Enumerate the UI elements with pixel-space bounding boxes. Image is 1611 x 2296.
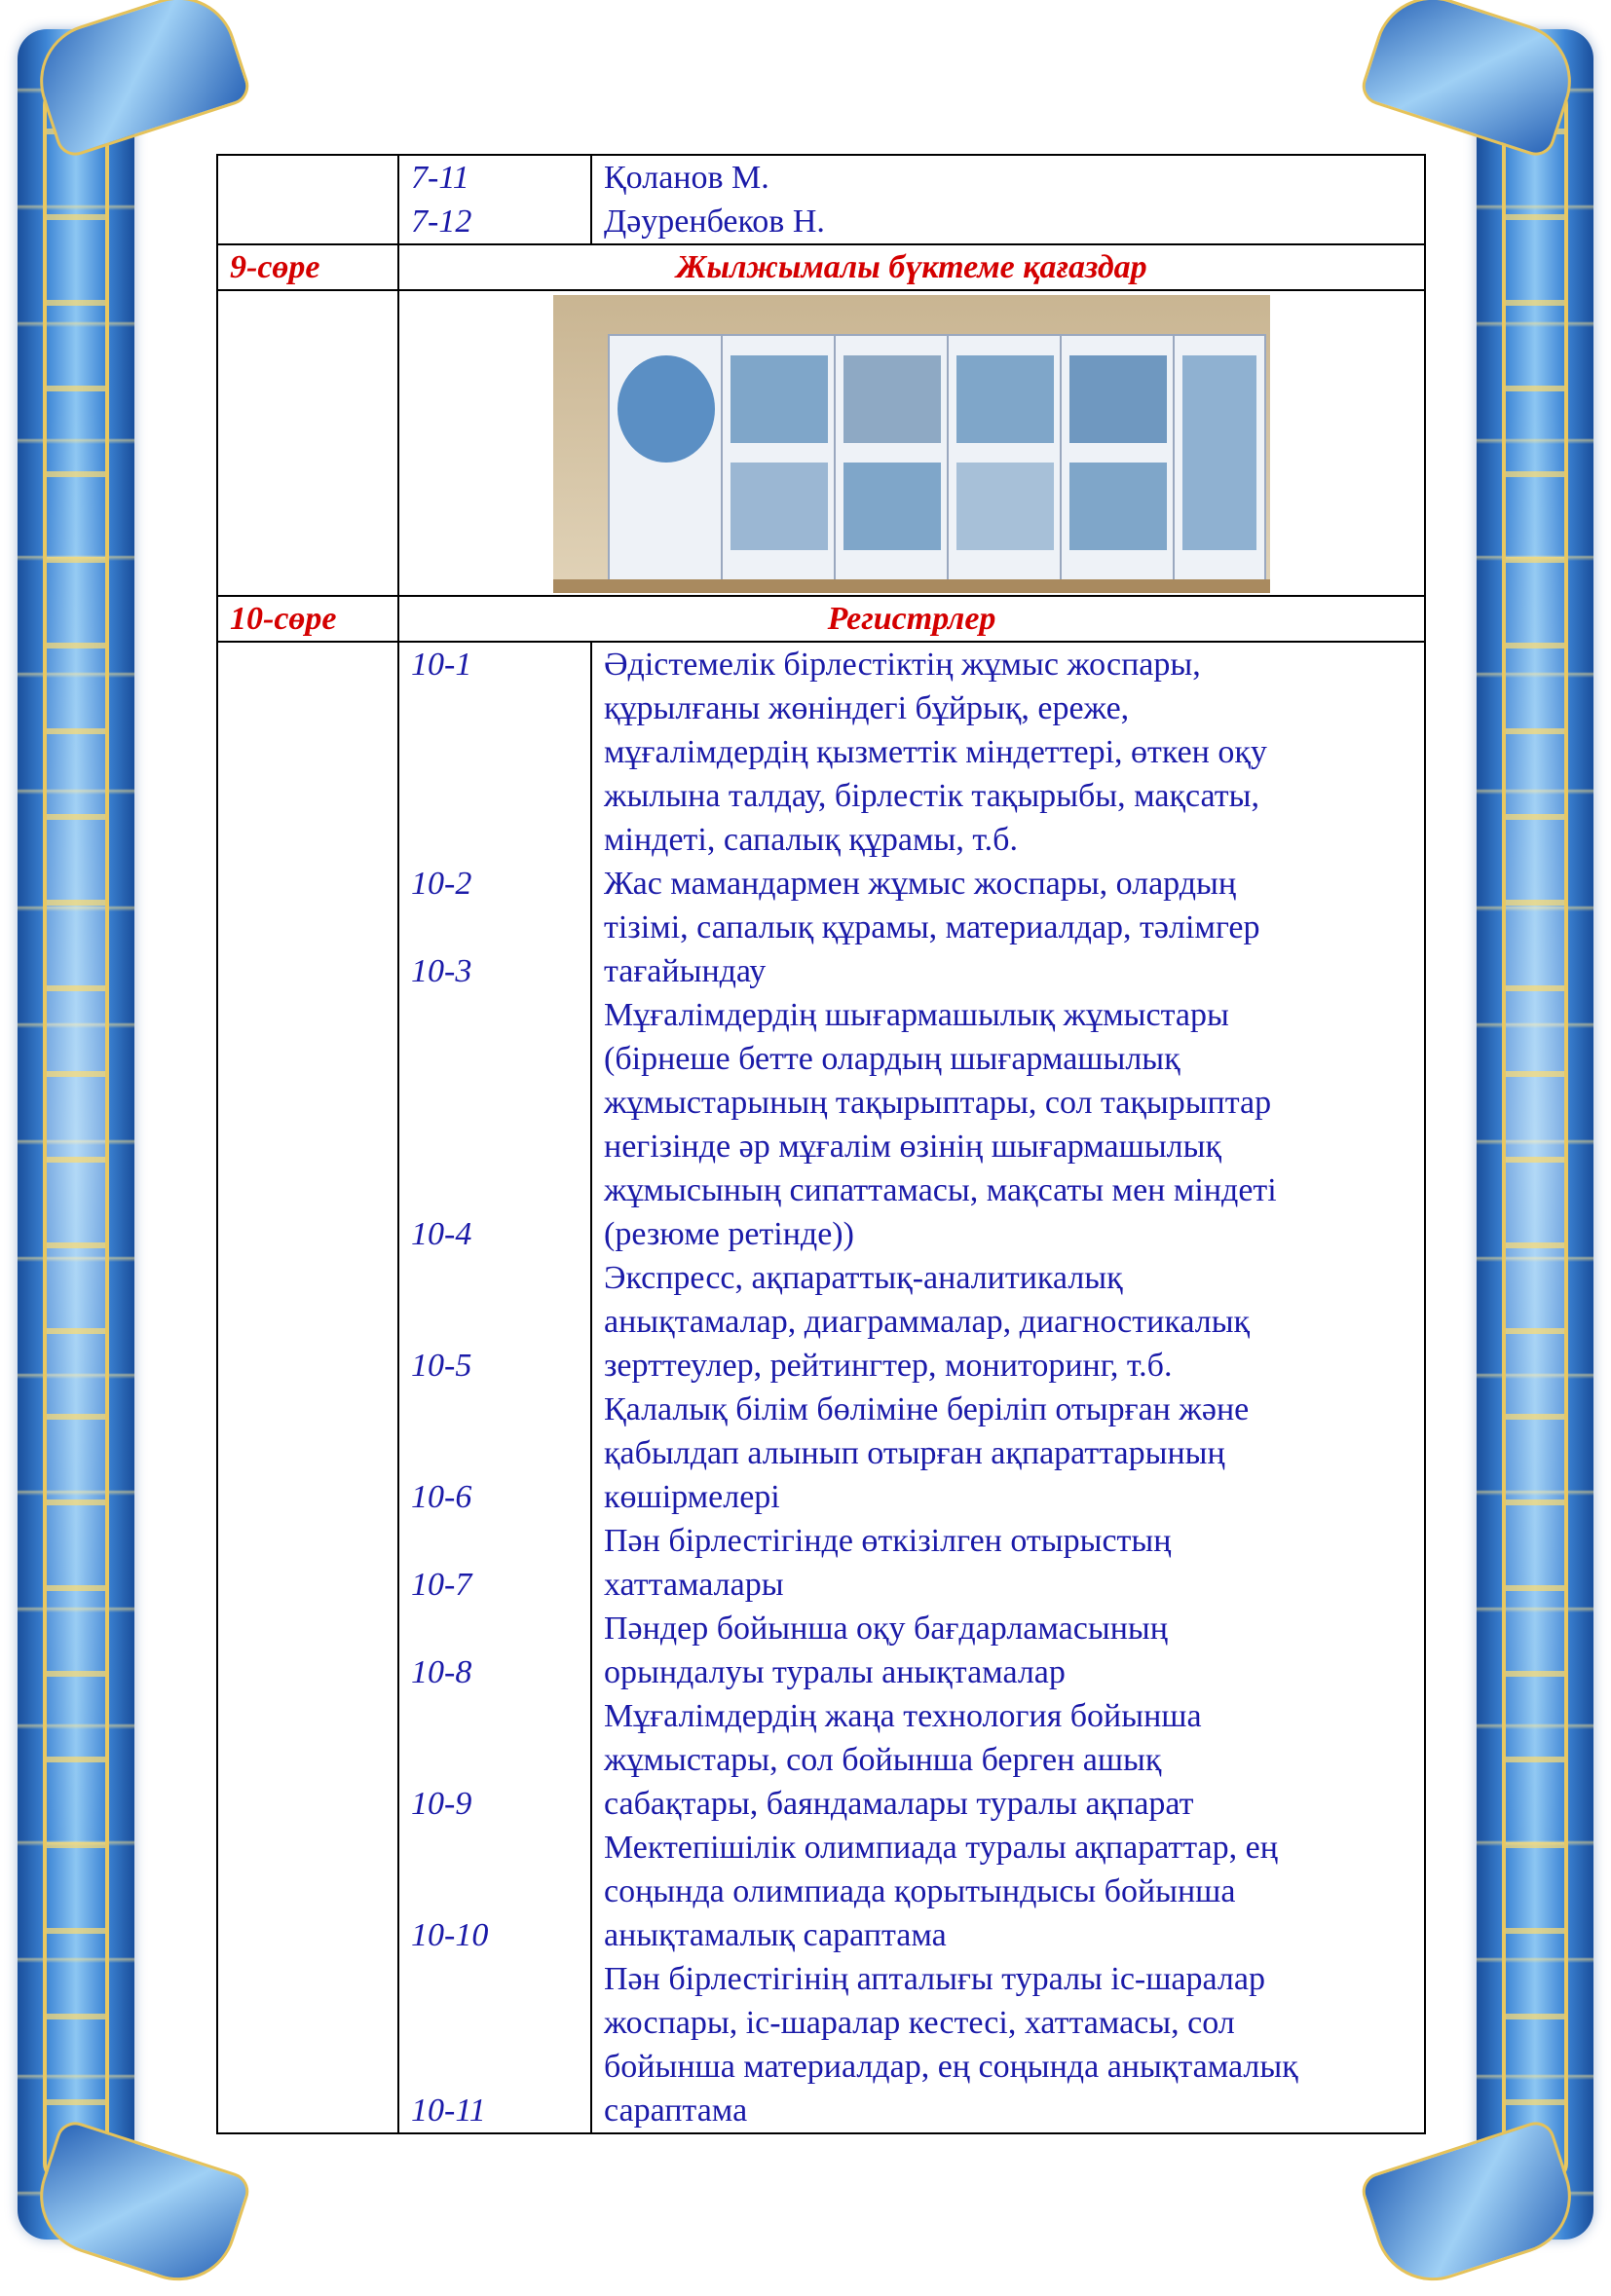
item-number: 10-7 — [411, 1567, 472, 1603]
item-number: 10-10 — [411, 1917, 489, 1953]
item-number: 10-8 — [411, 1654, 472, 1690]
scroll-ornament-bottom-left — [25, 2117, 254, 2295]
description-line: Мұғалімдердің шығармашылық жұмыстары — [604, 997, 1229, 1033]
description-line: зерттеулер, рейтингтер, мониторинг, т.б. — [604, 1348, 1173, 1384]
description-line: анықтамалар, диаграммалар, диагностикалық — [604, 1304, 1251, 1340]
table-row — [217, 155, 1425, 244]
description-line: тағайындау — [604, 953, 767, 989]
section-title: Жылжымалы бүктеме қағаздар — [398, 244, 1425, 290]
description-line: мұғалімдердің қызметтік міндеттері, өткен оқу — [604, 734, 1267, 770]
description-line: Экспресс, ақпараттық-аналитикалық — [604, 1260, 1123, 1296]
item-number: 10-11 — [411, 2092, 486, 2129]
description-line: жоспары, іс-шаралар кестесі, хаттамасы, сол — [604, 2005, 1235, 2041]
empty-cell — [217, 642, 398, 2133]
description-line: тізімі, сапалық құрамы, материалдар, тәлімгер — [604, 909, 1260, 945]
shelf-label: 9-сөре — [217, 244, 398, 290]
item-number: 7-11 — [411, 160, 469, 196]
description-line: Пән бірлестігінде өткізілген отырыстың — [604, 1523, 1172, 1559]
table-row — [217, 642, 1425, 2133]
description-line: (бірнеше бетте олардың шығармашылық — [604, 1041, 1180, 1077]
description-line: соңында олимпиада қорытындысы бойынша — [604, 1873, 1236, 1909]
description-line: сараптама — [604, 2092, 748, 2129]
description-line: негізінде әр мұғалім өзінің шығармашылық — [604, 1129, 1221, 1165]
description-line: міндеті, сапалық құрамы, т.б. — [604, 822, 1018, 858]
item-number: 10-4 — [411, 1216, 472, 1252]
empty-cell — [217, 155, 398, 244]
item-number: 10-9 — [411, 1786, 472, 1822]
description-line: анықтамалық сараптама — [604, 1917, 947, 1953]
person-name: Дәуренбеков Н. — [604, 204, 825, 240]
section-header-row — [217, 596, 1425, 642]
document-table — [216, 154, 1426, 2134]
description-line: хаттамалары — [604, 1567, 784, 1603]
description-line: жұмысының сипаттамасы, мақсаты мен міндеті — [604, 1172, 1277, 1208]
item-number: 10-5 — [411, 1348, 472, 1384]
item-number: 7-12 — [411, 204, 472, 240]
decorative-frame-right — [1477, 29, 1593, 2240]
item-number: 10-2 — [411, 866, 472, 902]
description-line: сабақтары, баяндамалары туралы ақпарат — [604, 1786, 1194, 1822]
person-name: Қоланов М. — [604, 160, 769, 196]
description-line: (резюме ретінде)) — [604, 1216, 854, 1252]
item-number: 10-1 — [411, 647, 472, 683]
description-line: орындалуы туралы анықтамалар — [604, 1654, 1066, 1690]
photo-cell — [398, 290, 1425, 596]
description-line: көшірмелері — [604, 1479, 780, 1515]
description-line: Мектепішілік олимпиада туралы ақпараттар, ең — [604, 1830, 1278, 1866]
decorative-frame-left — [18, 29, 134, 2240]
description-line: жұмыстарының тақырыптары, сол тақырыптар — [604, 1085, 1272, 1121]
description-line: Жас мамандармен жұмыс жоспары, олардың — [604, 866, 1237, 902]
scroll-ornament-bottom-right — [1358, 2117, 1587, 2295]
photo-row — [217, 290, 1425, 596]
empty-cell — [217, 290, 398, 596]
item-number: 10-6 — [411, 1479, 472, 1515]
text-cell — [591, 155, 1425, 244]
description-line: қабылдап алынып отырған ақпараттарының — [604, 1435, 1225, 1471]
description-line: Мұғалімдердің жаңа технология бойынша — [604, 1698, 1202, 1734]
scroll-ornament-top-left — [25, 0, 254, 161]
number-cell — [398, 642, 591, 2133]
description-line: Әдістемелік бірлестіктің жұмыс жоспары, — [604, 647, 1201, 683]
section-title: Регистрлер — [398, 596, 1425, 642]
folding-booklet-photo — [553, 295, 1270, 593]
section-header-row — [217, 244, 1425, 290]
description-line: Қалалық білім бөліміне беріліп отырған және — [604, 1391, 1250, 1427]
shelf-label: 10-сөре — [217, 596, 398, 642]
description-line: Пән бірлестігінің апталығы туралы іс-шаралар — [604, 1961, 1265, 1997]
description-line: Пәндер бойынша оқу бағдарламасының — [604, 1611, 1168, 1647]
description-line: құрылғаны жөніндегі бұйрық, ереже, — [604, 690, 1130, 726]
item-number: 10-3 — [411, 953, 472, 989]
description-cell — [591, 642, 1425, 2133]
description-line: бойынша материалдар, ең соңында анықтамалық — [604, 2049, 1298, 2085]
description-line: жылына талдау, бірлестік тақырыбы, мақсаты, — [604, 778, 1259, 814]
number-cell — [398, 155, 591, 244]
scroll-ornament-top-right — [1358, 0, 1587, 161]
description-line: жұмыстары, сол бойынша берген ашық — [604, 1742, 1162, 1778]
